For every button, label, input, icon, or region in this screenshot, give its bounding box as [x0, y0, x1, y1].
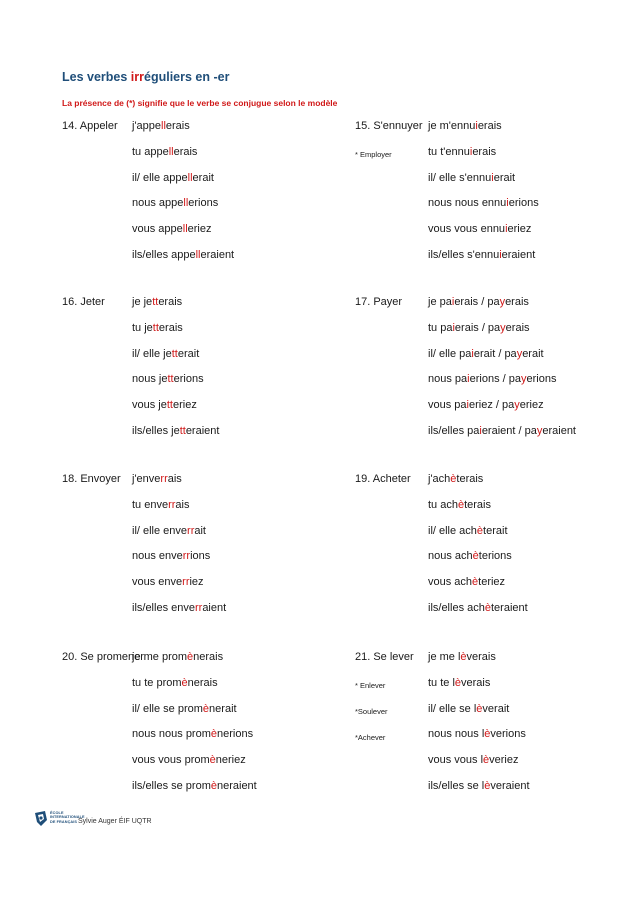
- conjugation-line: [428, 249, 535, 261]
- regular-part: je me l: [428, 651, 461, 663]
- regular-part: teriez: [478, 576, 506, 589]
- conjugation-line: [132, 399, 197, 411]
- regular-part: erions: [526, 373, 557, 386]
- irregular-part: è: [484, 602, 491, 614]
- regular-part: eriez / pa: [468, 399, 515, 412]
- regular-part: eriez: [187, 223, 212, 236]
- regular-part: erais: [505, 296, 529, 308]
- regular-part: erions / pa: [469, 373, 521, 386]
- regular-part: erait: [522, 347, 544, 360]
- regular-part: vous ach: [428, 576, 473, 589]
- regular-part: erait: [493, 171, 516, 184]
- conjugation-line: [428, 425, 576, 437]
- conjugation-line: [428, 146, 496, 158]
- irregular-part: è: [457, 498, 465, 511]
- regular-part: erions: [508, 197, 539, 210]
- verb-header: 20. Se promener: [62, 651, 144, 663]
- irregular-part: è: [210, 728, 218, 741]
- conjugation-line: [132, 651, 223, 663]
- regular-part: j'appe: [132, 120, 162, 132]
- regular-part: ils/elles pa: [428, 425, 480, 437]
- regular-part: verions: [490, 728, 526, 741]
- conjugation-line: [132, 172, 214, 184]
- regular-part: il/ elle appe: [132, 171, 188, 184]
- irregular-part: y: [520, 373, 527, 386]
- regular-part: nous ach: [428, 550, 473, 563]
- irregular-part: i: [469, 145, 473, 158]
- model-verb-note: * Enlever: [355, 681, 386, 690]
- regular-part: nous enve: [132, 550, 183, 563]
- regular-part: nerais: [187, 676, 218, 689]
- irregular-part: y: [536, 425, 543, 437]
- conjugation-line: [132, 525, 206, 537]
- irregular-part: rr: [187, 524, 195, 537]
- conjugation-line: [132, 249, 234, 261]
- regular-part: vous vous ennu: [428, 223, 506, 236]
- regular-part: eraient: [200, 249, 235, 261]
- conjugation-line: [428, 728, 526, 740]
- conjugation-line: [428, 677, 490, 689]
- regular-part: ils/elles s'ennu: [428, 249, 500, 261]
- regular-part: ils/elles je: [132, 425, 180, 437]
- model-verb-note: * Employer: [355, 150, 392, 159]
- regular-part: erait: [177, 347, 200, 360]
- regular-part: tu t'ennu: [428, 145, 470, 158]
- regular-part: tu enve: [132, 498, 169, 511]
- regular-part: ils/elles ach: [428, 602, 485, 614]
- conjugation-line: [428, 473, 483, 485]
- conjugation-line: [132, 223, 212, 235]
- regular-part: nous pa: [428, 373, 468, 386]
- regular-part: erais: [173, 145, 198, 158]
- irregular-part: è: [472, 550, 479, 563]
- conjugation-line: [428, 499, 491, 511]
- conjugation-line: [428, 780, 530, 792]
- title-highlight: irr: [130, 70, 144, 84]
- regular-part: erais: [158, 321, 183, 334]
- regular-part: il/ elle s'ennu: [428, 171, 492, 184]
- conjugation-line: [132, 677, 218, 689]
- regular-part: j'enve: [132, 473, 161, 485]
- regular-part: erait / pa: [473, 347, 517, 360]
- irregular-part: è: [210, 780, 217, 792]
- irregular-part: rr: [168, 498, 176, 511]
- regular-part: erais / pa: [454, 296, 500, 308]
- irregular-part: i: [505, 223, 508, 236]
- regular-part: terait: [483, 524, 508, 537]
- regular-part: ils/elles se prom: [132, 780, 211, 792]
- verb-header: 21. Se lever: [355, 651, 414, 663]
- regular-part: il/ elle se l: [428, 702, 477, 715]
- conjugation-line: [132, 499, 189, 511]
- irregular-part: i: [466, 399, 469, 412]
- conjugation-line: [132, 780, 257, 792]
- irregular-part: ll: [182, 223, 188, 236]
- regular-part: erais: [505, 321, 530, 334]
- regular-part: erions: [188, 197, 219, 210]
- regular-part: erais: [165, 120, 190, 132]
- irregular-part: i: [452, 321, 455, 334]
- regular-part: vous appe: [132, 223, 183, 236]
- regular-part: veriez: [489, 754, 519, 767]
- regular-part: eraient: [185, 425, 220, 437]
- irregular-part: è: [202, 702, 210, 715]
- verb-header: 19. Acheter: [355, 473, 411, 485]
- conjugation-line: [428, 651, 496, 663]
- conjugation-line: [428, 223, 531, 235]
- irregular-part: tt: [167, 373, 174, 386]
- irregular-part: ll: [183, 197, 189, 210]
- page-title: [62, 70, 229, 84]
- regular-part: je pa: [428, 296, 452, 308]
- conjugation-line: [428, 754, 519, 766]
- irregular-part: i: [479, 425, 482, 437]
- irregular-part: è: [450, 473, 457, 485]
- regular-part: ait: [194, 524, 206, 537]
- conjugation-line: [132, 473, 182, 485]
- regular-part: nous nous prom: [132, 728, 211, 741]
- regular-part: erait: [192, 171, 214, 184]
- irregular-part: ll: [187, 171, 193, 184]
- regular-part: nous appe: [132, 197, 184, 210]
- irregular-part: ll: [168, 145, 174, 158]
- regular-part: nous nous ennu: [428, 197, 507, 210]
- conjugation-line: [132, 120, 190, 132]
- conjugation-line: [428, 525, 508, 537]
- irregular-part: i: [471, 347, 474, 360]
- verb-header: 14. Appeler: [62, 120, 118, 132]
- conjugation-line: [132, 296, 182, 308]
- regular-part: erais: [472, 145, 497, 158]
- conjugation-line: [132, 197, 218, 209]
- regular-part: aient: [202, 602, 227, 614]
- title-part: éguliers en -er: [144, 70, 230, 84]
- regular-part: erais: [477, 120, 502, 132]
- irregular-part: y: [516, 347, 523, 360]
- conjugation-line: [428, 296, 529, 308]
- regular-part: neriez: [215, 754, 246, 767]
- irregular-part: tt: [171, 347, 178, 360]
- irregular-part: i: [451, 296, 455, 308]
- regular-part: vous enve: [132, 576, 183, 589]
- regular-part: nerions: [217, 728, 254, 741]
- regular-part: ions: [190, 550, 211, 563]
- conjugation-line: [132, 754, 246, 766]
- regular-part: tu te l: [428, 676, 455, 689]
- regular-part: eriez: [519, 399, 544, 412]
- irregular-part: è: [484, 728, 491, 741]
- regular-part: verais: [461, 676, 491, 689]
- regular-part: vous pa: [428, 399, 467, 412]
- conjugation-line: [132, 373, 204, 385]
- conjugation-line: [428, 373, 556, 385]
- conjugation-line: [428, 197, 539, 209]
- regular-part: eraient: [542, 425, 576, 437]
- regular-part: eriez: [507, 223, 532, 236]
- irregular-part: i: [506, 197, 509, 210]
- conjugation-line: [132, 425, 219, 437]
- regular-part: tu je: [132, 321, 153, 334]
- regular-part: neraient: [216, 780, 257, 792]
- conjugation-line: [428, 703, 509, 715]
- model-verb-note: *Soulever: [355, 706, 388, 716]
- regular-part: eraient: [501, 249, 536, 261]
- regular-part: vous vous prom: [132, 754, 210, 767]
- conjugation-line: [132, 576, 204, 588]
- verb-header: 18. Envoyer: [62, 473, 121, 485]
- irregular-part: è: [476, 702, 483, 715]
- regular-part: je m'ennu: [428, 120, 476, 132]
- school-logo-text: ÉCOLE INTERNATIONALE DE FRANÇAIS: [50, 811, 85, 824]
- regular-part: nous nous l: [428, 728, 485, 741]
- irregular-part: è: [187, 651, 194, 663]
- irregular-part: è: [472, 576, 479, 589]
- regular-part: ais: [167, 473, 182, 485]
- regular-part: iez: [189, 576, 204, 589]
- regular-part: teraient: [490, 602, 528, 614]
- regular-part: tu te prom: [132, 676, 182, 689]
- regular-part: nerais: [193, 651, 224, 663]
- regular-part: eriez: [172, 399, 197, 412]
- regular-part: nerait: [209, 702, 237, 715]
- regular-part: nous je: [132, 373, 168, 386]
- regular-part: tu pa: [428, 321, 453, 334]
- regular-part: erais / pa: [454, 321, 501, 334]
- irregular-part: è: [484, 780, 491, 792]
- conjugation-line: [132, 728, 253, 740]
- regular-part: je je: [132, 296, 153, 308]
- conjugation-line: [428, 550, 512, 562]
- regular-part: eraient / pa: [481, 425, 537, 437]
- regular-part: il/ elle ach: [428, 524, 477, 537]
- regular-part: il/ elle se prom: [132, 702, 203, 715]
- irregular-part: tt: [166, 399, 173, 412]
- irregular-part: i: [491, 171, 494, 184]
- conjugation-line: [132, 703, 237, 715]
- irregular-part: è: [209, 754, 216, 767]
- irregular-part: rr: [182, 576, 190, 589]
- irregular-part: i: [467, 373, 470, 386]
- regular-part: tu ach: [428, 498, 458, 511]
- regular-part: il/ elle enve: [132, 524, 188, 537]
- conjugation-line: [428, 602, 528, 614]
- irregular-part: tt: [152, 321, 159, 334]
- regular-part: vous vous l: [428, 754, 484, 767]
- regular-part: ils/elles se l: [428, 780, 485, 792]
- irregular-part: i: [475, 120, 478, 132]
- irregular-part: è: [454, 676, 462, 689]
- irregular-part: tt: [152, 296, 159, 308]
- regular-part: il/ elle pa: [428, 347, 472, 360]
- conjugation-line: [428, 120, 502, 132]
- irregular-part: y: [514, 399, 520, 412]
- regular-part: erions: [173, 373, 204, 386]
- verb-header: 17. Payer: [355, 296, 403, 308]
- model-verb-note: *Achever: [355, 732, 386, 742]
- irregular-part: è: [483, 754, 490, 767]
- conjugation-line: [132, 146, 197, 158]
- irregular-part: y: [500, 321, 506, 334]
- regular-part: erais: [158, 296, 183, 308]
- conjugation-line: [428, 172, 515, 184]
- irregular-part: rr: [194, 602, 203, 614]
- conjugation-line: [132, 550, 210, 562]
- regular-part: veraient: [490, 780, 530, 792]
- irregular-part: è: [460, 651, 467, 663]
- regular-part: ils/elles appe: [132, 249, 196, 261]
- regular-part: tu appe: [132, 145, 169, 158]
- irregular-part: rr: [160, 473, 168, 485]
- irregular-part: ll: [161, 120, 166, 132]
- regular-part: ais: [175, 498, 190, 511]
- regular-part: ils/elles enve: [132, 602, 195, 614]
- regular-part: terais: [464, 498, 491, 511]
- regular-part: il/ elle je: [132, 347, 172, 360]
- regular-part: je me prom: [132, 651, 188, 663]
- regular-part: verais: [466, 651, 496, 663]
- conjugation-line: [428, 399, 544, 411]
- irregular-part: y: [499, 296, 506, 308]
- conjugation-line: [428, 576, 505, 588]
- irregular-part: ll: [195, 249, 201, 261]
- irregular-part: i: [499, 249, 502, 261]
- irregular-part: è: [476, 524, 484, 537]
- irregular-part: tt: [179, 425, 186, 437]
- irregular-part: rr: [182, 550, 191, 563]
- verb-header: 16. Jeter: [62, 296, 105, 308]
- page-subtitle: La présence de (*) signifie que le verbe se conjugue selon le modèle: [62, 98, 338, 108]
- title-part: Les verbes: [62, 70, 131, 84]
- regular-part: terions: [478, 550, 512, 563]
- conjugation-line: [428, 322, 530, 334]
- irregular-part: è: [181, 676, 188, 689]
- regular-part: j'ach: [428, 473, 451, 485]
- verb-header: 15. S'ennuyer: [355, 120, 423, 132]
- footer-author: Sylvie Auger ÉIF UQTR: [78, 818, 152, 825]
- conjugation-line: [132, 348, 199, 360]
- regular-part: terais: [456, 473, 484, 485]
- conjugation-line: [132, 602, 226, 614]
- regular-part: verait: [482, 702, 510, 715]
- conjugation-line: [132, 322, 183, 334]
- regular-part: vous je: [132, 399, 167, 412]
- conjugation-line: [428, 348, 544, 360]
